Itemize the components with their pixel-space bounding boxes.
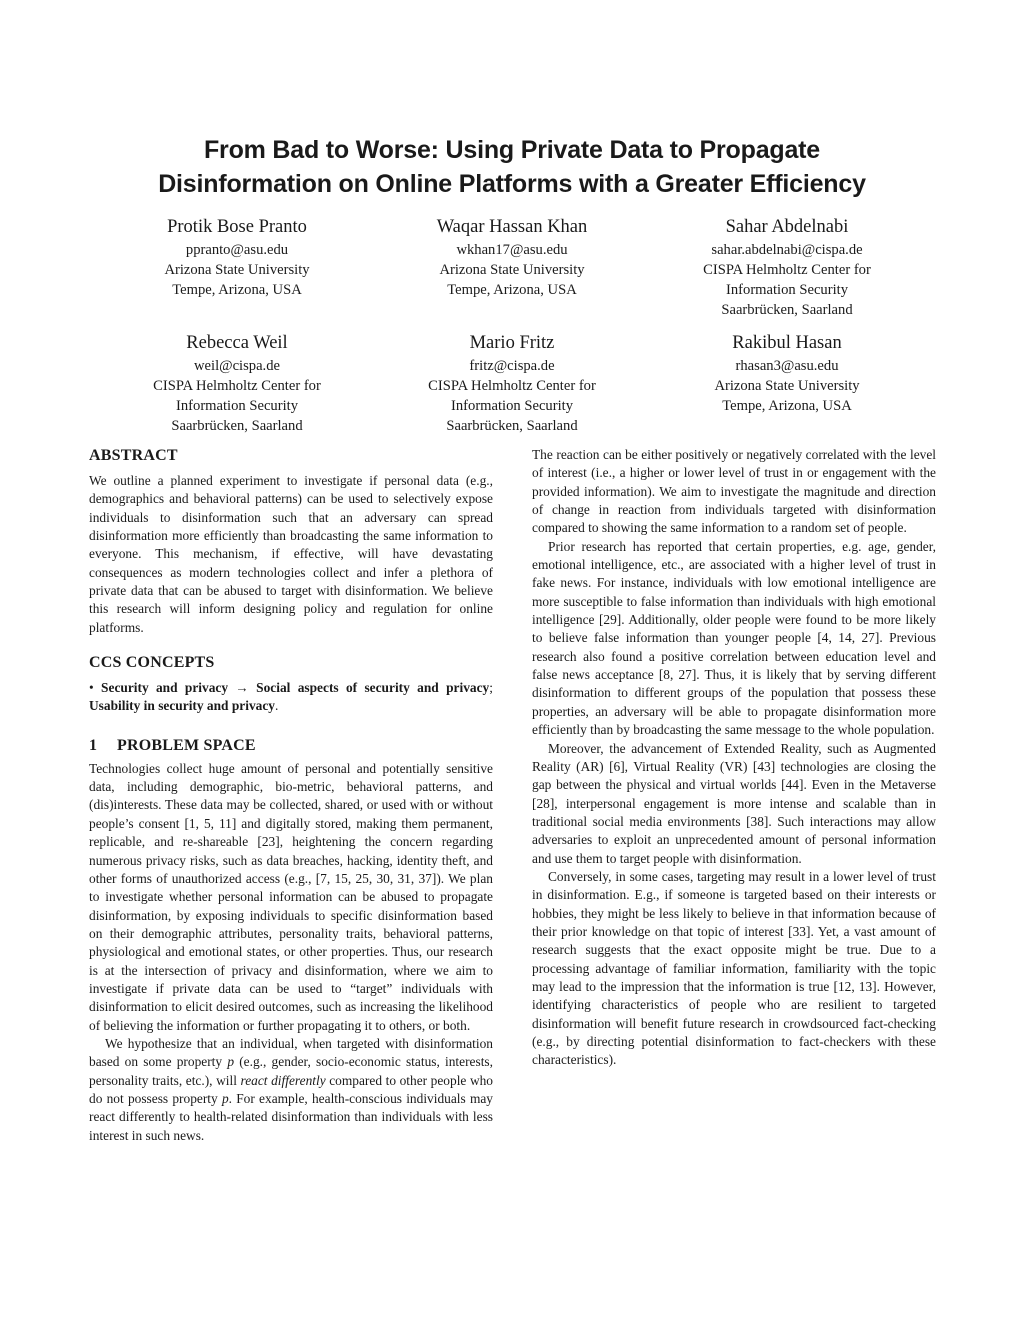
- author-location: Tempe, Arizona, USA: [447, 282, 577, 298]
- author-name: Rakibul Hasan: [732, 333, 842, 353]
- author-affiliation: Arizona State University: [164, 262, 310, 278]
- title-line-2: Disinformation on Online Platforms with a Greater Efficiency: [158, 170, 866, 198]
- author-name: Rebecca Weil: [186, 333, 288, 353]
- left-column: [89, 446, 493, 1145]
- ccs-end: .: [275, 698, 279, 714]
- ccs-concept-1: Security and privacy: [101, 680, 229, 696]
- author-location: Tempe, Arizona, USA: [172, 282, 302, 298]
- paper-title: [0, 133, 1024, 201]
- author-location: Saarbrücken, Saarland: [446, 418, 578, 434]
- author-affiliation-2: Information Security: [176, 398, 298, 414]
- paragraph: [89, 1035, 493, 1145]
- author-affiliation-2: Information Security: [726, 282, 848, 298]
- variable: p: [227, 1054, 235, 1070]
- author-name: Protik Bose Pranto: [167, 217, 307, 237]
- ccs-concept-3: Usability in security and privacy: [89, 698, 275, 714]
- author-location: Saarbrücken, Saarland: [171, 418, 303, 434]
- author-location: Saarbrücken, Saarland: [721, 302, 853, 318]
- author-name: Mario Fritz: [469, 333, 555, 353]
- section-number: 1: [89, 736, 98, 754]
- ccs-concept-2: Social aspects of security and privacy: [256, 680, 490, 696]
- author-email: ppranto@asu.edu: [185, 242, 289, 258]
- paragraph: Technologies collect huge amount of personal and potentially sensitive data, including demographic, bio-metric, behavioral patterns, and (dis)interests. These data may be collected, shared, or used with or without people’s consent [1, 5, 11] and digitally stored, making them permanent, replicable, and re-shareable [23], heightening the concern regarding numerous privacy risks, such as data breaches, hacking, identity theft, and other forms of unauthorized access (e.g., [7, 15, 25, 30, 31, 37]). We plan to investigate whether personal information can be abused to propagate disinformation, by exposing individuals to specific disinformation based on their demographic attributes, personality traits, behavioral patterns, physiological and emotional states, or other properties. Thus, our research is at the intersection of privacy and disinformation, where we aim to investigate if private data can be used to “target” individuals with disinformation to elicit desired outcomes, such as increasing the likelihood of believing the information or further propagating it to others, or both.: [89, 760, 493, 1033]
- paragraph: Moreover, the advancement of Extended Reality, such as Augmented Reality (AR) [6], Virtual Reality (VR) [43] technologies are closing the gap between the physical and virtual worlds [44]. Even in the Metaverse [28], interpersonal engagement is more intense and scalable than in traditional social media environments [38]. Such interactions may allow adversaries to exploit an unprecedented amount of personal information and use them to target people with disinformation.: [532, 740, 936, 866]
- author-email: fritz@cispa.de: [469, 358, 555, 374]
- abstract-heading: ABSTRACT: [89, 447, 178, 464]
- author-affiliation-2: Information Security: [451, 398, 573, 414]
- paragraph: Prior research has reported that certain properties, e.g. age, gender, emotional intelligence, etc., are associated with a higher level of trust in fake news. For instance, individuals with low emotional intelligence are more susceptible to false information than individuals with high emotional intelligence [29]. Additionally, older people were found to be more likely to believe false information than younger people [4, 14, 27]. Previous research also found a positive correlation between education level and false news acceptance [8, 27]. Thus, it is likely that by serving different disinformation to different groups of the population that possess these properties, an adversary will be able to propagate disinformation more efficiently than by broadcasting the same message to the whole population.: [532, 538, 936, 738]
- author-name: Waqar Hassan Khan: [436, 217, 588, 237]
- ccs-separator: ;: [489, 680, 493, 696]
- author-email: weil@cispa.de: [194, 358, 280, 374]
- author-name: Sahar Abdelnabi: [725, 217, 849, 237]
- title-line-1: From Bad to Worse: Using Private Data to Propagate: [203, 136, 821, 164]
- paragraph-text: compared to other people who do not possess property: [89, 1072, 494, 1106]
- author-block: [657, 215, 917, 320]
- emphasis: react differently: [240, 1072, 326, 1088]
- author-affiliation: Arizona State University: [439, 262, 585, 278]
- ccs-concepts: [89, 679, 493, 716]
- paragraph: The reaction can be either positively or negatively correlated with the level of interest (i.e., a higher or lower level of trust in or engagement with the provided information). We aim to investigate the magnitude and direction of change in reaction from individuals targeted with disinformation compared to showing the same information to a random set of people.: [532, 447, 936, 536]
- paragraph-text: (e.g., gender, socio-economic status, interests, personality traits, etc.), will: [89, 1054, 493, 1088]
- author-block: [107, 215, 367, 300]
- right-column: [532, 446, 936, 1070]
- author-email: sahar.abdelnabi@cispa.de: [711, 242, 863, 258]
- author-block: [382, 215, 642, 300]
- paragraph-text: We hypothesize that an individual, when targeted with disinformation based on some property: [89, 1035, 493, 1070]
- paragraph: Conversely, in some cases, targeting may result in a lower level of trust in disinformation. E.g., if someone is targeted based on their interests or hobbies, they might be less likely to believe in that information because of their prior knowledge on that topic of interest [33]. Yet, a vast amount of research suggests that the exact opposite might be true. Due to a processing advantage of familiar information, familiarity with the topic may lead to the impression that the information is true [12, 13]. However, identifying characteristics of people who are resilient to targeted disinformation will benefit future research in crowdsourced fact-checking (e.g., by directing potential disinformation to fact-checkers with these characteristics).: [532, 868, 936, 1068]
- variable: p: [221, 1090, 229, 1106]
- paragraph-text: . For example, health-conscious individuals may react differently to health-related disinformation than individuals with less interest in such news.: [89, 1090, 493, 1143]
- author-affiliation: CISPA Helmholtz Center for: [428, 378, 596, 394]
- ccs-heading: CCS CONCEPTS: [89, 654, 215, 672]
- abstract-text: We outline a planned experiment to investigate if personal data (e.g., demographics and behavioral patterns) can be used to selectively expose individuals to disinformation such that an adversary can spread disinformation more efficiently than broadcasting the same information to everyone. This mechanism, if effective, will have devastating consequences as modern technologies collect and infer a plethora of private data that can be abused to target with disinformation. We believe this research will inform designing policy and regulation for online platforms.: [89, 473, 493, 635]
- section-title: PROBLEM SPACE: [117, 736, 256, 754]
- author-block: [382, 331, 642, 436]
- author-email: rhasan3@asu.edu: [735, 358, 839, 374]
- arrow: →: [235, 680, 249, 696]
- author-location: Tempe, Arizona, USA: [722, 398, 852, 414]
- section-heading: [89, 736, 493, 756]
- author-email: wkhan17@asu.edu: [456, 242, 568, 258]
- author-affiliation: CISPA Helmholtz Center for: [703, 262, 871, 278]
- author-affiliation: CISPA Helmholtz Center for: [153, 378, 321, 394]
- author-affiliation: Arizona State University: [714, 378, 860, 394]
- bullet: •: [89, 680, 94, 696]
- author-block: [107, 331, 367, 436]
- author-block: [657, 331, 917, 416]
